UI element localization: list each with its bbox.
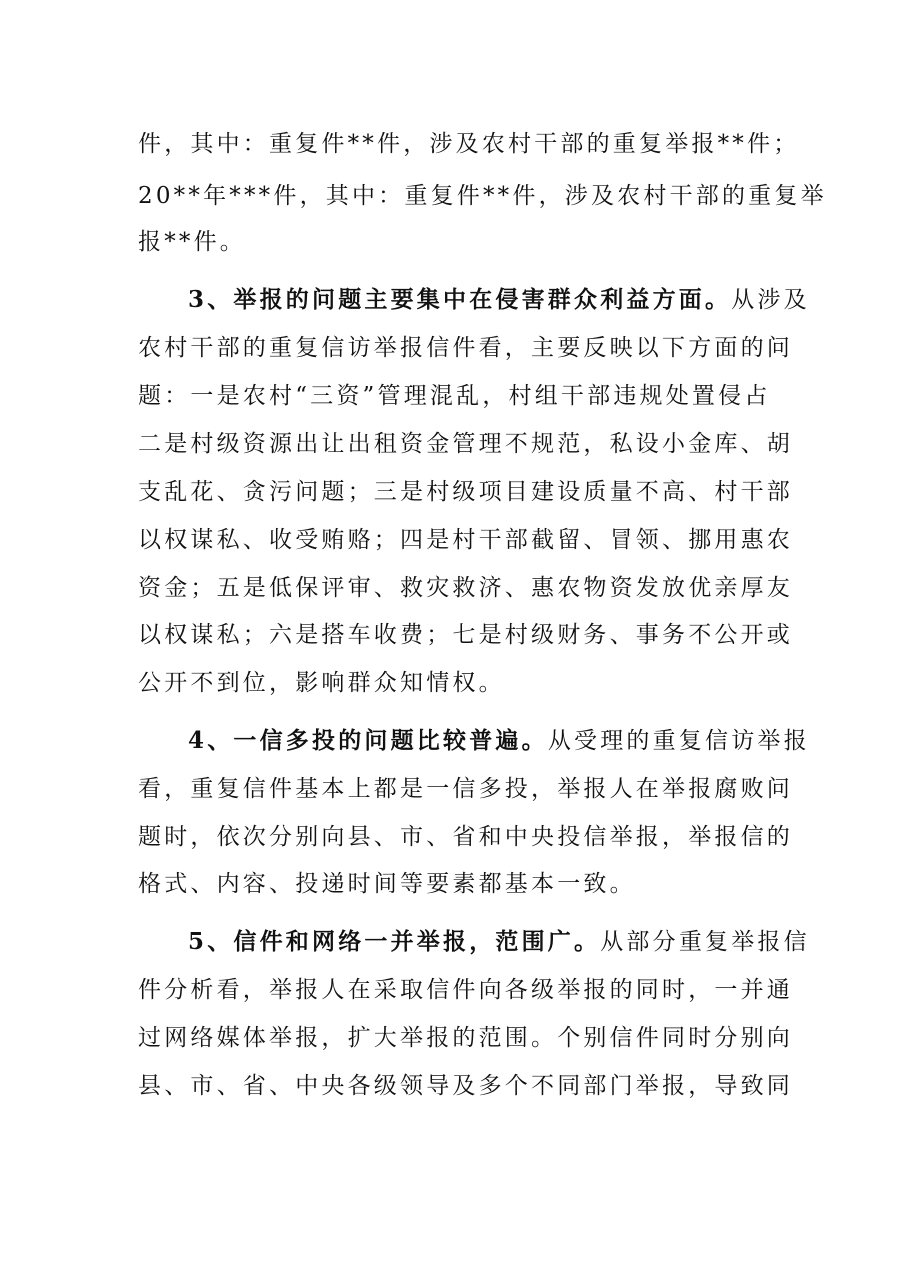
paragraph-text: 从部分重复举报信	[600, 929, 810, 955]
paragraph-line: 20**年***件，其中：重复件**件，涉及农村干部的重复举	[138, 183, 827, 209]
paragraph-line: 题：一是农村“三资”管理混乱，村组干部违规处置侵占	[138, 383, 771, 409]
paragraph-line: 报**件。	[138, 229, 246, 255]
paragraph-line: 看，重复信件基本上都是一信多投，举报人在举报腐败问	[138, 776, 793, 802]
paragraph-line: 农村干部的重复信访举报信件看，主要反映以下方面的问	[138, 335, 793, 361]
paragraph-line: 二是村级资源出让出租资金管理不规范，私设小金库、胡	[138, 431, 793, 457]
paragraph-line: 以权谋私；六是搭车收费；七是村级财务、事务不公开或	[138, 622, 793, 648]
paragraph-line: 公开不到位，影响群众知情权。	[138, 670, 505, 696]
paragraph-line: 以权谋私、收受贿赂；四是村干部截留、冒领、挪用惠农	[138, 527, 793, 553]
paragraph-line: 件分析看，举报人在采取信件向各级举报的同时，一并通	[138, 977, 793, 1003]
section-4-heading: 4、一信多投的问题比较普遍。	[188, 727, 548, 754]
section-3-heading: 3、举报的问题主要集中在侵害群众利益方面。	[188, 286, 732, 313]
paragraph-line: 支乱花、贪污问题；三是村级项目建设质量不高、村干部	[138, 479, 793, 505]
paragraph-line: 格式、内容、投递时间等要素都基本一致。	[138, 871, 636, 897]
paragraph-line: 件，其中：重复件**件，涉及农村干部的重复举报**件；	[138, 131, 800, 157]
paragraph-text: 从受理的重复信访举报	[547, 728, 810, 754]
section-5-heading: 5、信件和网络一并举报，范围广。	[188, 928, 601, 955]
paragraph-text: 从涉及	[731, 287, 810, 313]
section-3-first-line	[188, 285, 828, 315]
section-5-first-line	[188, 927, 828, 957]
paragraph-line: 资金；五是低保评审、救灾救济、惠农物资发放优亲厚友	[138, 575, 793, 601]
paragraph-line: 县、市、省、中央各级领导及多个不同部门举报，导致同	[138, 1073, 793, 1099]
section-4-first-line	[188, 726, 828, 756]
paragraph-line: 过网络媒体举报，扩大举报的范围。个别信件同时分别向	[138, 1025, 793, 1051]
paragraph-line: 题时，依次分别向县、市、省和中央投信举报，举报信的	[138, 824, 793, 850]
